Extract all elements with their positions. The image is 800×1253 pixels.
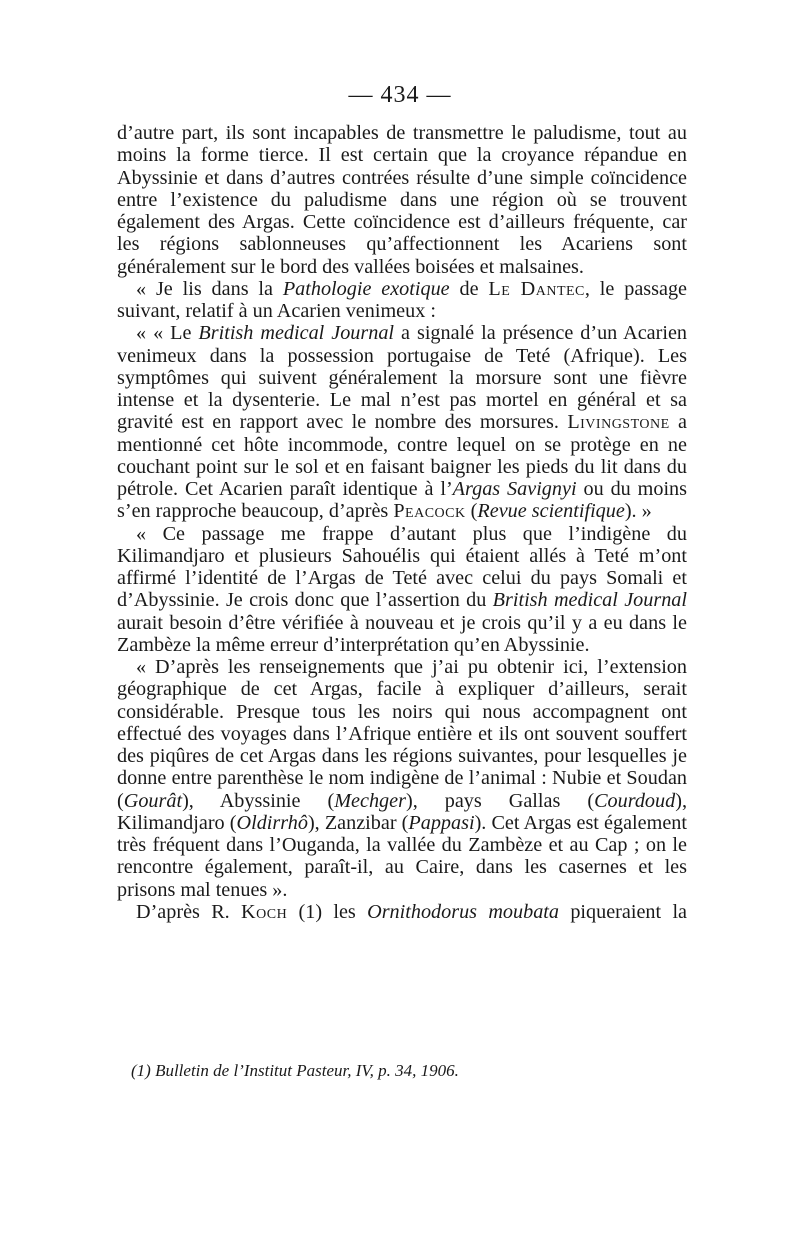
- text-run: (1) les: [287, 900, 368, 923]
- paragraph: [117, 278, 687, 323]
- text-run: , le passage suivant, relatif à un Acarien venimeux :: [117, 277, 688, 322]
- body-text: [117, 122, 687, 923]
- text-run: ). »: [624, 500, 652, 523]
- text-run: ), Kilimandjaro (: [117, 789, 687, 834]
- paragraph: [117, 523, 687, 657]
- text-run: a mentionné cet hôte incommode, contre lequel on se protège en ne couchant point sur le sol et en faisant baigner les pieds du lit dans du pétrole. Cet Acarien paraît identique à l’: [117, 411, 687, 500]
- paragraph: [117, 322, 687, 522]
- text-run: aurait besoin d’être vérifiée à nouveau et je crois qu’il y a eu dans le Zambèze la même erreur d’interprétation qu’en Abyssinie.: [117, 611, 687, 656]
- author-name: Livingstone: [567, 411, 670, 434]
- author-name: Koch: [241, 900, 288, 923]
- italic-text: Ornithodorus moubata: [367, 900, 560, 923]
- text-run: ou du moins s’en rapproche beaucoup, d’après: [117, 478, 688, 523]
- paragraph: [117, 122, 687, 278]
- italic-text: Argas Savignyi: [452, 478, 577, 500]
- text-run: ), pays Gallas (: [405, 789, 595, 812]
- italic-text: Revue scientifique: [477, 500, 625, 523]
- italic-text: Oldirrhô: [236, 811, 308, 834]
- text-run: « « Le: [136, 322, 199, 345]
- text-run: piqueraient la: [559, 900, 688, 923]
- text-run: D’après R.: [136, 900, 242, 923]
- italic-text: British medical Journal: [198, 322, 395, 345]
- text-run: d’autre part, ils sont incapables de transmettre le paludisme, tout au moins la forme tierce. Il est certain que la croyance répandue en Abyssinie et dans d’autres contrées résulte d’une simple coïncidence entre l’existence du paludisme dans une région où se trouvent également des Argas. Cette coïncidence est d’ailleurs fréquente, car les régions sablonneuses qu’affectionnent les Acariens sont généralement sur le bord des vallées boisées et malsaines.: [117, 122, 687, 278]
- italic-text: Courdoud: [594, 789, 676, 812]
- footnote: (1) Bulletin de l’Institut Pasteur, IV, p. 34, 1906.: [131, 1061, 459, 1080]
- text-run: ). Cet Argas est également très fréquent dans l’Ouganda, la vallée du Zambèze et au Cap ; on le rencontre également, paraît-il, au Caire, dans les casernes et les prisons mal tenues ».: [117, 811, 687, 901]
- text-run: (: [465, 500, 478, 523]
- page-number: — 434 —: [348, 82, 452, 108]
- text-run: ), Abyssinie (: [182, 789, 335, 812]
- italic-text: Pappasi: [408, 811, 475, 834]
- italic-text: Gourât: [123, 789, 183, 812]
- italic-text: British medical Journal: [492, 589, 688, 612]
- italic-text: Mechger: [334, 789, 406, 812]
- text-run: a signalé la présence d’un Acarien venimeux dans la possession portugaise de Teté (Afrique). Les symptômes qui suivent généralement la morsure sont une fièvre intense et la dysenterie. Le mal n’est pas mortel en général et sa gravité est en rapport avec le nombre des morsures.: [117, 322, 688, 434]
- text-run: de: [449, 277, 489, 300]
- text-run: ), Zanzibar (: [307, 811, 409, 834]
- author-name: Le Dantec: [488, 277, 585, 300]
- paragraph: [117, 901, 687, 923]
- text-run: « Je lis dans la: [136, 277, 283, 300]
- author-name: Peacock: [393, 500, 466, 523]
- italic-text: Pathologie exotique: [282, 277, 450, 300]
- text-run: « D’après les renseignements que j’ai pu obtenir ici, l’extension géographique de cet Argas, facile à expliquer d’ailleurs, serait considérable. Presque tous les noirs qui nous accompagnent ont effectué des voyages dans l’Afrique entière et ils ont souvent souffert des piqûres de cet Argas dans les régions suivantes, pour lesquelles je donne entre parenthèse le nom indigène de l’animal : Nubie et Soudan (: [117, 656, 687, 812]
- paragraph: [117, 656, 687, 901]
- text-run: « Ce passage me frappe d’autant plus que l’indigène du Kilimandjaro et plusieurs Sahouélis qui étaient allés à Teté m’ont affirmé l’identité de l’Argas de Teté avec celui du pays Somali et d’Abyssinie. Je crois donc que l’assertion du: [117, 522, 687, 612]
